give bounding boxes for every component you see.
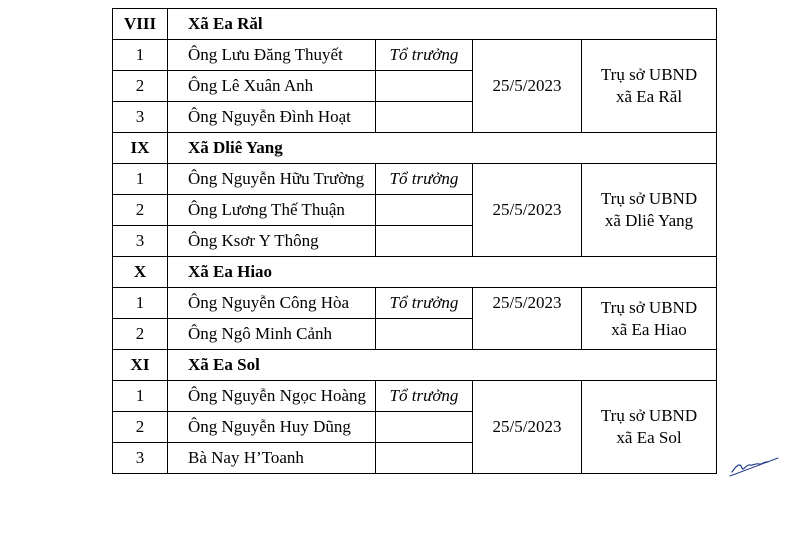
meeting-place	[582, 288, 717, 350]
section-roman-numeral: IX	[113, 133, 168, 164]
member-name: Ông Nguyễn Hữu Trường	[168, 164, 376, 195]
meeting-place-line1: Trụ sở UBND	[600, 65, 698, 84]
section-roman-numeral: VIII	[113, 9, 168, 40]
member-number: 3	[113, 226, 168, 257]
member-role: Tổ trưởng	[376, 381, 473, 412]
member-name: Ông Nguyễn Công Hòa	[168, 288, 376, 319]
member-number: 2	[113, 319, 168, 350]
member-name: Ông Ngô Minh Cảnh	[168, 319, 376, 350]
member-number: 3	[113, 102, 168, 133]
section-commune-name: Xã Ea Răl	[168, 9, 717, 40]
member-role	[376, 443, 473, 474]
meeting-place-line2: xã Ea Hiao	[611, 319, 687, 339]
meeting-place	[582, 381, 717, 474]
member-name: Ông Lê Xuân Anh	[168, 71, 376, 102]
member-role	[376, 319, 473, 350]
member-number: 2	[113, 195, 168, 226]
member-role	[376, 71, 473, 102]
meeting-place-line1: Trụ sở UBND	[600, 297, 698, 317]
member-name: Ông Nguyễn Huy Dũng	[168, 412, 376, 443]
section-roman-numeral: X	[113, 257, 168, 288]
member-name: Bà Nay H’Toanh	[168, 443, 376, 474]
meeting-place-line1: Trụ sở UBND	[600, 189, 698, 208]
member-name: Ông Nguyễn Đình Hoạt	[168, 102, 376, 133]
member-number: 1	[113, 381, 168, 412]
member-number: 1	[113, 40, 168, 71]
meeting-place	[582, 164, 717, 257]
section-commune-name: Xã Dliê Yang	[168, 133, 717, 164]
meeting-date: 25/5/2023	[473, 40, 582, 133]
member-name: Ông Lưu Đăng Thuyết	[168, 40, 376, 71]
section-commune-name: Xã Ea Sol	[168, 350, 717, 381]
section-header-row	[113, 133, 717, 164]
member-row	[113, 40, 717, 71]
member-name: Ông Ksơr Y Thông	[168, 226, 376, 257]
member-number: 1	[113, 164, 168, 195]
member-role	[376, 195, 473, 226]
member-role: Tổ trưởng	[376, 164, 473, 195]
schedule-table	[112, 8, 717, 474]
member-name: Ông Lương Thế Thuận	[168, 195, 376, 226]
member-name: Ông Nguyễn Ngọc Hoàng	[168, 381, 376, 412]
meeting-date: 25/5/2023	[473, 164, 582, 257]
section-commune-name: Xã Ea Hiao	[168, 257, 717, 288]
member-number: 2	[113, 71, 168, 102]
handwritten-initials-mark	[728, 452, 780, 478]
section-header-row	[113, 257, 717, 288]
member-row	[113, 288, 717, 319]
member-row	[113, 381, 717, 412]
member-number: 1	[113, 288, 168, 319]
member-row	[113, 164, 717, 195]
meeting-date: 25/5/2023	[473, 381, 582, 474]
meeting-place-line2: xã Ea Sol	[616, 428, 682, 447]
member-role	[376, 226, 473, 257]
meeting-place-line2: xã Ea Răl	[615, 87, 683, 106]
member-number: 3	[113, 443, 168, 474]
section-header-row	[113, 350, 717, 381]
member-role	[376, 102, 473, 133]
meeting-place	[582, 40, 717, 133]
meeting-date: 25/5/2023	[473, 288, 582, 350]
member-role	[376, 412, 473, 443]
meeting-place-line2: xã Dliê Yang	[604, 211, 694, 230]
member-role: Tổ trưởng	[376, 288, 473, 319]
member-number: 2	[113, 412, 168, 443]
meeting-place-line1: Trụ sở UBND	[600, 406, 698, 425]
member-role: Tổ trưởng	[376, 40, 473, 71]
section-header-row	[113, 9, 717, 40]
section-roman-numeral: XI	[113, 350, 168, 381]
